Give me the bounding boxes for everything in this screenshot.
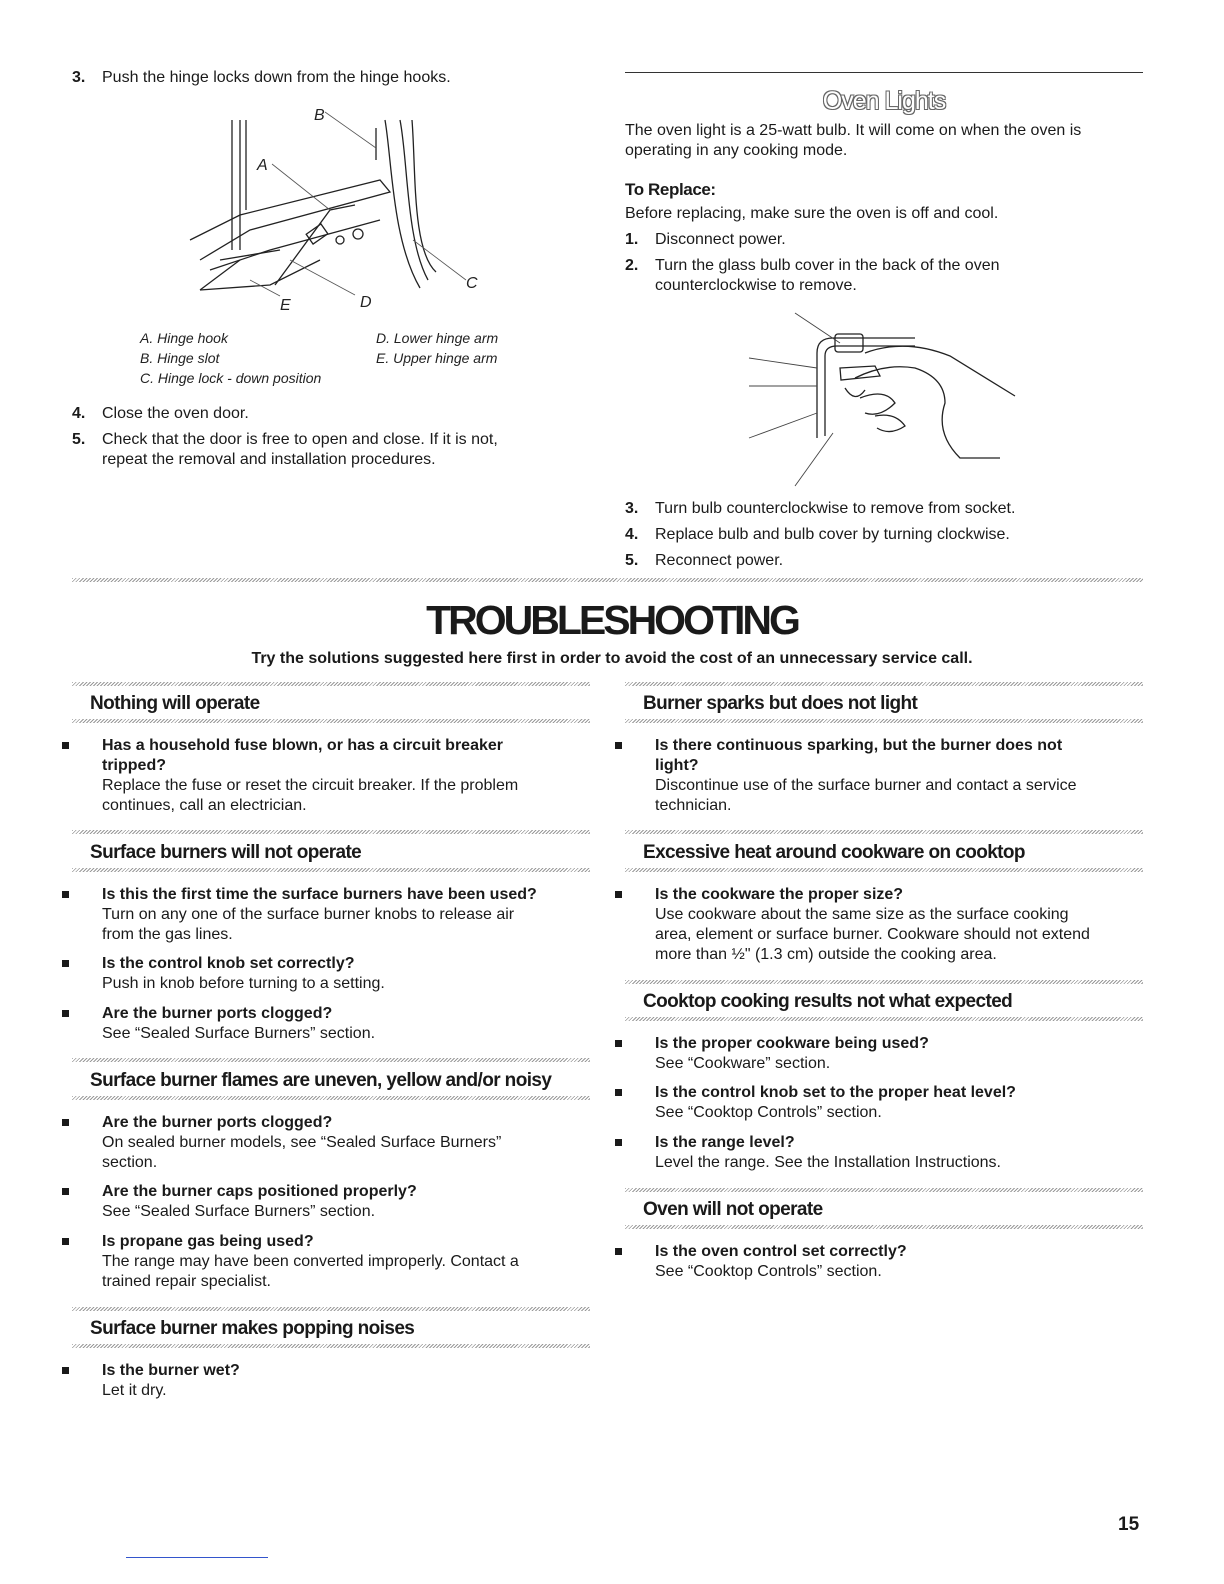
- page-number: 15: [1118, 1514, 1140, 1535]
- footer-rule: [126, 1557, 268, 1558]
- finger: [875, 415, 905, 431]
- bullet-icon: [62, 1367, 69, 1374]
- to-replace-intro: Before replacing, make sure the oven is off and cool.: [625, 205, 999, 222]
- arm-line: [200, 260, 240, 290]
- label-e: E: [280, 297, 291, 314]
- section-rule: [625, 1188, 1143, 1192]
- label-d: D: [360, 294, 372, 311]
- section-rule: [72, 868, 590, 872]
- oven-lights-intro-line: operating in any cooking mode.: [625, 142, 848, 159]
- bullet-icon: [62, 891, 69, 898]
- to-replace-heading: To Replace:: [625, 180, 716, 199]
- bullet-icon: [62, 1188, 69, 1195]
- pivot: [336, 236, 344, 244]
- section-rule: [72, 1096, 590, 1100]
- troubleshooting-subtitle: Try the solutions suggested here first in order to avoid the cost of an unnecessary service call.: [251, 650, 973, 667]
- bulb-replacement-diagram: [745, 308, 1020, 488]
- label-b: B: [314, 107, 325, 124]
- section-rule: [625, 980, 1143, 984]
- upper-hinge-arm: [190, 180, 390, 260]
- leader-line: [795, 433, 833, 486]
- section-title-nothing-will-operate: Nothing will operate: [90, 693, 260, 714]
- caption-a: A. Hinge hook: [140, 330, 228, 346]
- section-title-surface-burners-will-not-operate: Surface burners will not operate: [90, 842, 362, 863]
- label-c: C: [466, 275, 478, 292]
- caption-b: B. Hinge slot: [140, 350, 220, 366]
- bullet-icon: [62, 1010, 69, 1017]
- leader-line: [795, 313, 840, 343]
- pivot: [353, 229, 363, 239]
- section-title-burner-sparks: Burner sparks but does not light: [643, 693, 918, 714]
- hand-outline: [865, 346, 1015, 396]
- bullet-icon: [62, 742, 69, 749]
- section-rule: [72, 1307, 590, 1311]
- section-rule: [72, 682, 590, 686]
- section-rule: [72, 830, 590, 834]
- door-edge: [412, 120, 436, 272]
- leader-line: [749, 358, 817, 368]
- section-title-flames-uneven: Surface burner flames are uneven, yellow and/or noisy: [90, 1070, 552, 1091]
- bullet-icon: [62, 960, 69, 967]
- section-rule: [625, 1225, 1143, 1229]
- caption-d: D. Lower hinge arm: [376, 330, 499, 346]
- oven-lights-rule: [625, 72, 1143, 73]
- leader-d: [290, 260, 355, 295]
- caption-c: C. Hinge lock - down position: [140, 370, 322, 386]
- section-divider: [72, 578, 1143, 582]
- oven-lights-title: Oven Lights: [822, 87, 946, 115]
- hinge-diagram: [180, 100, 500, 320]
- bulb-base: [845, 388, 865, 397]
- bullet-icon: [62, 1238, 69, 1245]
- bullet-icon: [62, 1119, 69, 1126]
- lock-tab: [306, 224, 328, 244]
- section-rule: [625, 682, 1143, 686]
- oven-lights-intro-line: The oven light is a 25-watt bulb. It will come on when the oven is: [625, 122, 1082, 139]
- bullet-icon: [615, 1089, 622, 1096]
- section-title-excessive-heat: Excessive heat around cookware on cooktop: [643, 842, 1025, 863]
- troubleshooting-title: TROUBLESHOOTING: [426, 597, 798, 643]
- section-title-cooking-results: Cooktop cooking results not what expected: [643, 991, 1013, 1012]
- door-edge: [385, 120, 420, 288]
- bullet-icon: [615, 742, 622, 749]
- arm-line: [220, 250, 280, 260]
- leader-a: [272, 164, 330, 210]
- section-rule: [625, 719, 1143, 723]
- section-rule: [625, 1017, 1143, 1021]
- section-rule: [72, 1344, 590, 1348]
- section-rule: [625, 868, 1143, 872]
- caption-e: E. Upper hinge arm: [376, 350, 498, 366]
- leader-b: [325, 112, 376, 148]
- bullet-icon: [615, 1040, 622, 1047]
- finger: [860, 394, 895, 414]
- section-rule: [72, 719, 590, 723]
- hand-outline: [855, 367, 1000, 458]
- section-rule: [625, 830, 1143, 834]
- bulb: [840, 366, 880, 380]
- section-rule: [72, 1058, 590, 1062]
- section-title-oven-will-not-operate: Oven will not operate: [643, 1199, 823, 1220]
- bullet-icon: [615, 891, 622, 898]
- leader-c: [413, 240, 466, 280]
- bullet-icon: [615, 1248, 622, 1255]
- section-title-popping-noises: Surface burner makes popping noises: [90, 1318, 415, 1339]
- bullet-icon: [615, 1139, 622, 1146]
- leader-line: [749, 413, 817, 438]
- label-a: A: [257, 157, 268, 174]
